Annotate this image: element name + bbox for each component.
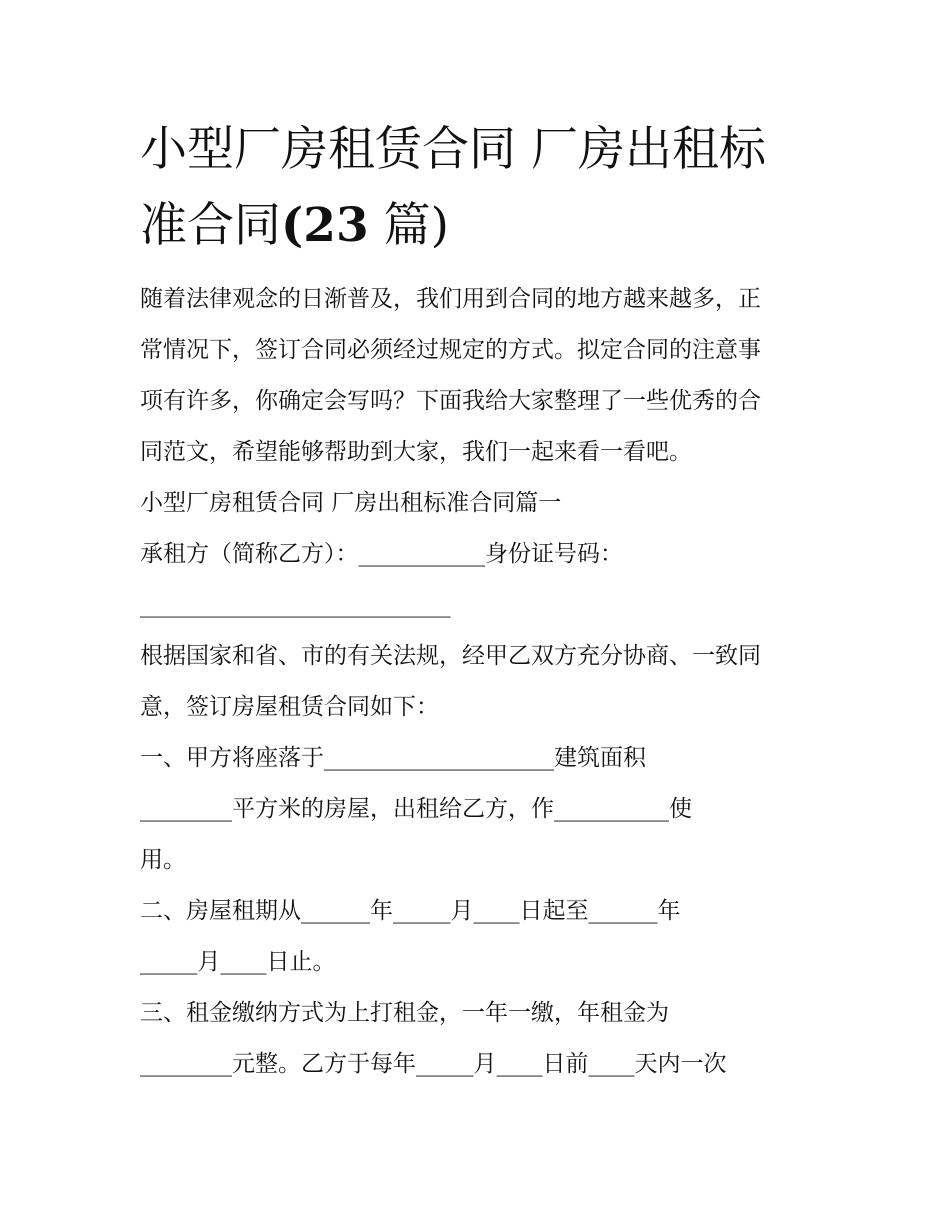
clause-1-line-2: ________平方米的房屋，出租给乙方，作__________使 bbox=[140, 796, 692, 822]
clause-2-line-1: 二、房屋租期从______年_____月____日起至______年 bbox=[140, 898, 681, 924]
document-title bbox=[140, 112, 830, 264]
title-count: (23 bbox=[281, 198, 369, 253]
clause-3-line-1: 三、租金缴纳方式为上打租金，一年一缴，年租金为 bbox=[140, 1000, 669, 1026]
clause-2-line-2: _____月____日止。 bbox=[140, 949, 336, 975]
id-number-blank: ___________________________ bbox=[140, 592, 451, 618]
section-heading: 小型厂房租赁合同 厂房出租标准合同篇一 bbox=[140, 490, 562, 516]
intro-line-2: 常情况下，签订合同必须经过规定的方式。拟定合同的注意事 bbox=[140, 337, 761, 363]
clause-1-line-3: 用。 bbox=[140, 847, 186, 873]
title-line-2-suffix: 篇) bbox=[368, 198, 449, 253]
tenant-line: 承租方（简称乙方）：___________身份证号码： bbox=[140, 541, 623, 567]
clause-1-line-1: 一、甲方将座落于____________________建筑面积 bbox=[140, 745, 646, 771]
intro-line-1: 随着法律观念的日渐普及，我们用到合同的地方越来越多，正 bbox=[140, 286, 761, 312]
intro-line-4: 同范文，希望能够帮助到大家，我们一起来看一看吧。 bbox=[140, 439, 692, 465]
agreement-line-2: 意，签订房屋租赁合同如下： bbox=[140, 694, 439, 720]
clause-3-line-2: ________元整。乙方于每年_____月____日前____天内一次 bbox=[140, 1051, 727, 1077]
intro-line-3: 项有许多，你确定会写吗？下面我给大家整理了一些优秀的合 bbox=[140, 388, 761, 414]
title-line-1: 小型厂房租赁合同 厂房出租标 bbox=[140, 122, 766, 177]
agreement-line-1: 根据国家和省、市的有关法规，经甲乙双方充分协商、一致同 bbox=[140, 643, 761, 669]
title-line-2-prefix: 准合同 bbox=[140, 198, 281, 253]
title-line-2 bbox=[140, 188, 830, 264]
document-body bbox=[140, 274, 820, 1090]
